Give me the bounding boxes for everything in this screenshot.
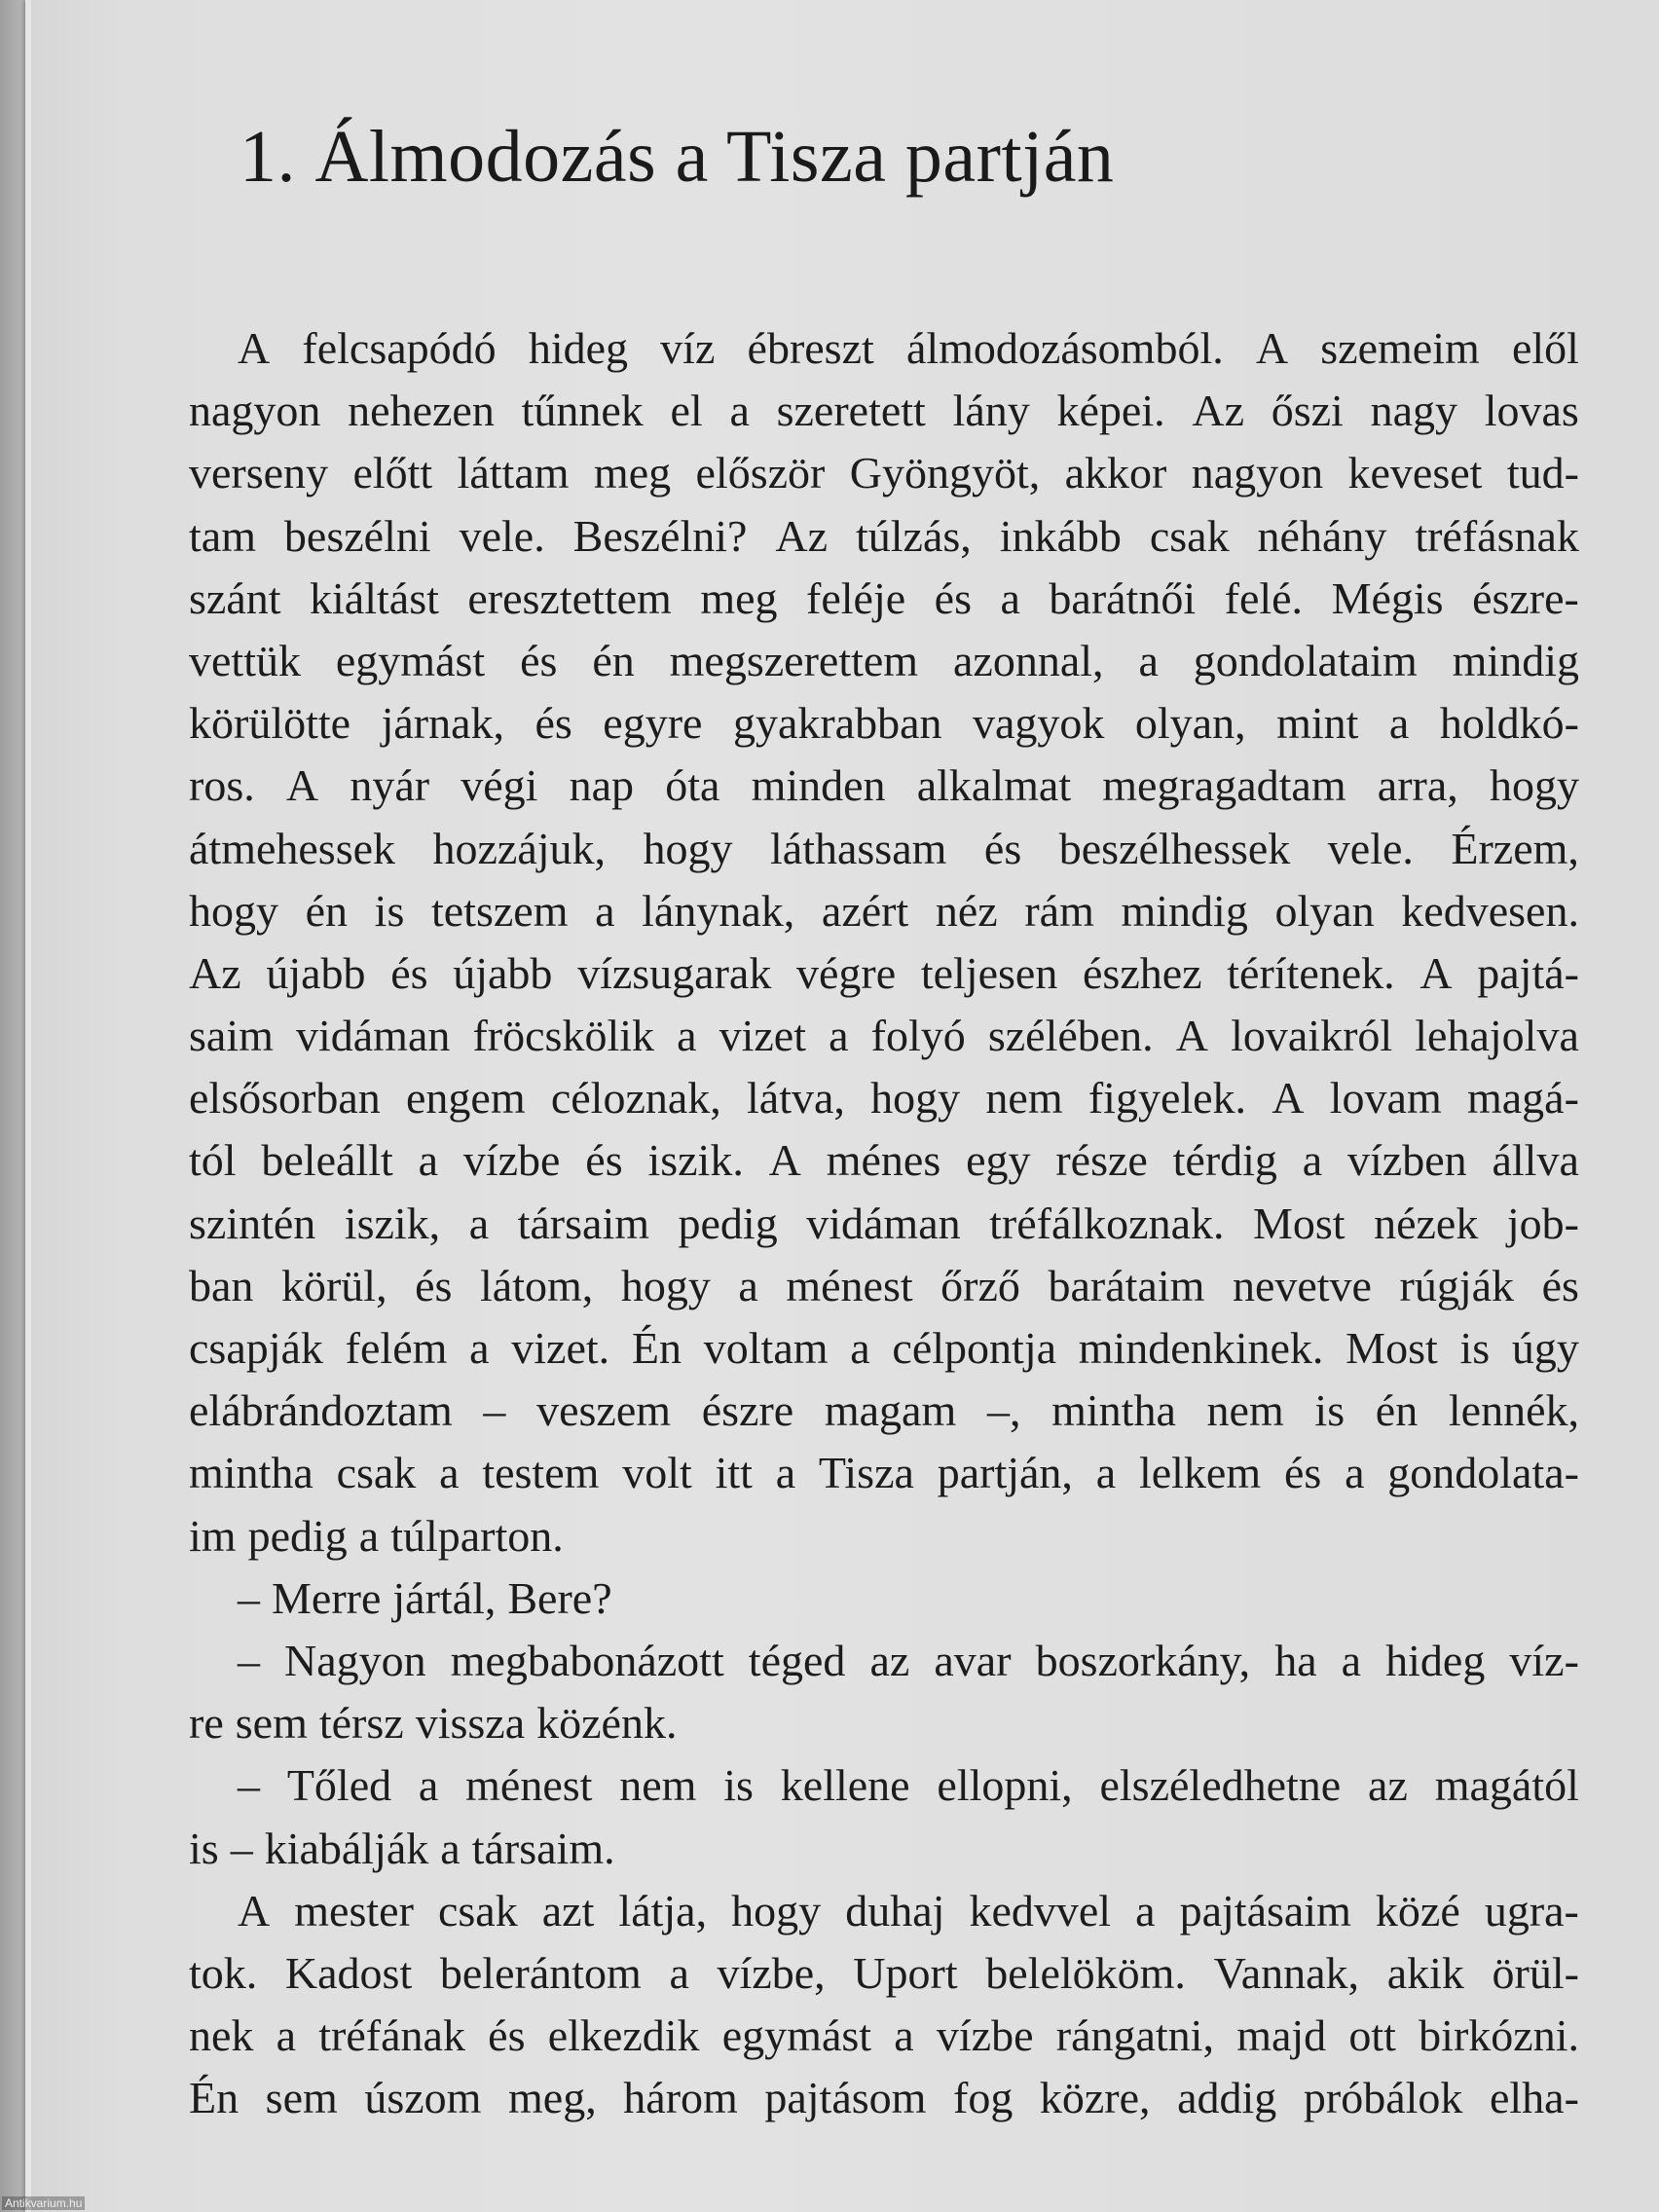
text-line: re sem térsz vissza közénk. (189, 1698, 678, 1749)
text-line: hogy én is tetszem a lánynak, azért néz rám mindig olyan kedvesen. (189, 885, 1579, 936)
text-line: im pedig a túlparton. (189, 1510, 564, 1561)
text-line: Én sem úszom meg, három pajtásom fog közre, addig próbálok elha- (189, 2073, 1579, 2123)
body-text (189, 317, 1579, 2129)
text-line: szánt kiáltást eresztettem meg feléje és a barátnői felé. Mégis észre- (189, 572, 1579, 623)
text-line: elsősorban engem céloznak, látva, hogy nem figyelek. A lovam magá- (189, 1073, 1579, 1124)
text-line: tam beszélni vele. Beszélni? Az túlzás, inkább csak néhány tréfásnak (189, 510, 1579, 561)
text-line: ban körül, és látom, hogy a ménest őrző barátaim nevetve rúgják és (189, 1260, 1579, 1310)
text-line: is – kiabálják a társaim. (189, 1823, 615, 1873)
text-line: saim vidáman fröcskölik a vizet a folyó szélében. A lovaikról lehajolva (189, 1011, 1579, 1061)
text-line: nek a tréfának és elkezdik egymást a vízbe rángatni, majd ott birkózni. (189, 2010, 1579, 2061)
text-line: szintén iszik, a társaim pedig vidáman tréfálkoznak. Most nézek job- (189, 1198, 1579, 1248)
text-line: tok. Kadost belerántom a vízbe, Uport belelököm. Vannak, akik örül- (189, 1947, 1579, 1998)
text-line: nagyon nehezen tűnnek el a szeretett lány képei. Az őszi nagy lovas (189, 386, 1579, 436)
text-line: csapják felém a vizet. Én voltam a célpontja mindenkinek. Most is úgy (189, 1323, 1579, 1373)
text-line: vettük egymást és én megszerettem azonnal, a gondolataim mindig (189, 635, 1579, 685)
page-edge (25, 0, 31, 2212)
text-line: – Nagyon megbabonázott téged az avar boszorkány, ha a hideg víz- (238, 1635, 1579, 1685)
text-line: mintha csak a testem volt itt a Tisza partján, a lelkem és a gondolata- (189, 1448, 1579, 1498)
text-line: Az újabb és újabb vízsugarak végre teljesen észhez térítenek. A pajtá- (189, 947, 1579, 998)
text-line: körülötte járnak, és egyre gyakrabban vagyok olyan, mint a holdkó- (189, 698, 1579, 749)
text-line: tól beleállt a vízbe és iszik. A ménes egy része térdig a vízben állva (189, 1135, 1579, 1186)
text-line: – Merre jártál, Bere? (238, 1572, 612, 1623)
background-left (0, 0, 25, 2212)
text-line: ros. A nyár végi nap óta minden alkalmat megragadtam arra, hogy (189, 760, 1579, 811)
text-line: A mester csak azt látja, hogy duhaj kedvvel a pajtásaim közé ugra- (238, 1885, 1579, 1936)
watermark: Antikvarium.hu (2, 2196, 85, 2210)
text-line: elábrándoztam – veszem észre magam –, mintha nem is én lennék, (189, 1385, 1579, 1436)
text-line: – Tőled a ménest nem is kellene ellopni, elszéledhetne az magától (238, 1760, 1579, 1811)
text-line: verseny előtt láttam meg először Gyöngyöt, akkor nagyon keveset tud- (189, 448, 1579, 498)
text-line: átmehessek hozzájuk, hogy láthassam és beszélhessek vele. Érzem, (189, 823, 1579, 873)
chapter-title: 1. Álmodozás a Tisza partján (240, 116, 1115, 198)
text-line: A felcsapódó hideg víz ébreszt álmodozásomból. A szemeim elől (238, 323, 1579, 373)
